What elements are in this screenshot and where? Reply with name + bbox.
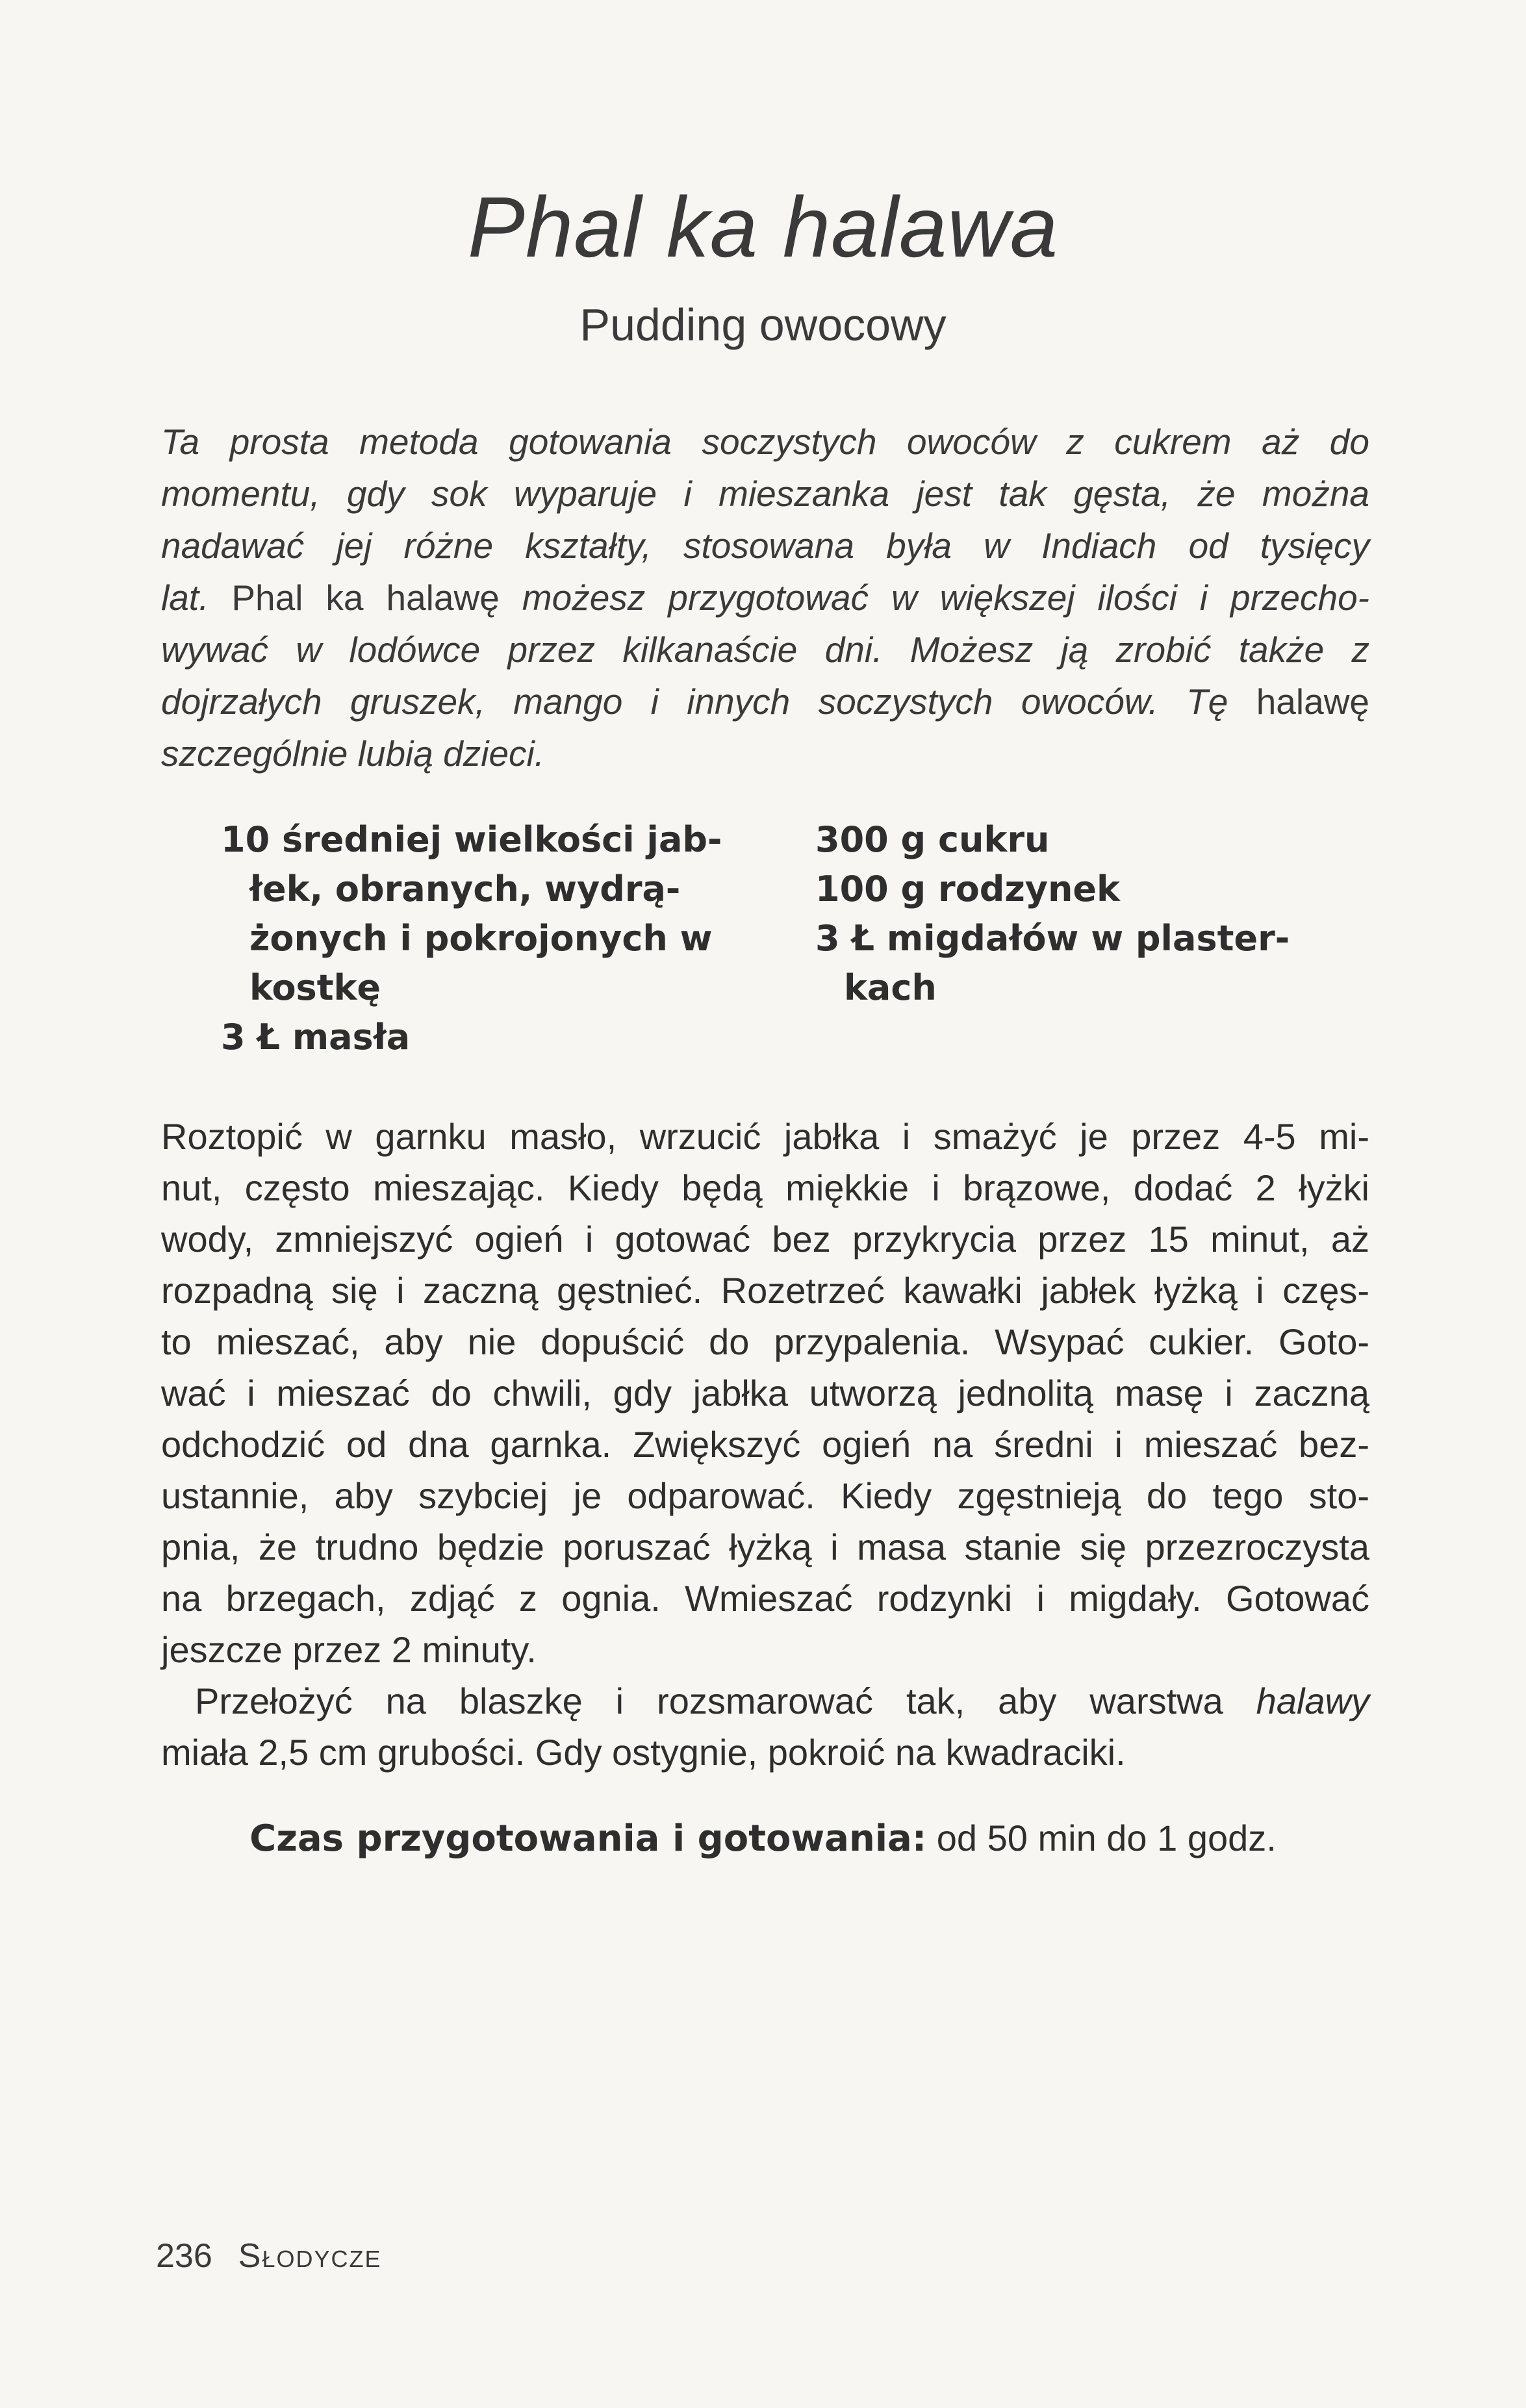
- intro-line: [161, 468, 1369, 520]
- ingredient-line: 3 Ł masła: [221, 1017, 411, 1058]
- method-line-segment: pnia, że trudno będzie poruszać łyżką i masa stanie się przezroczysta: [161, 1527, 1369, 1567]
- ingredient-line: łek, obranych, wydrą-: [249, 868, 681, 909]
- method-line: [161, 1624, 1369, 1675]
- ingredient-item: [815, 815, 1309, 865]
- intro-paragraph: [161, 416, 1369, 779]
- method-line: [161, 1213, 1369, 1265]
- method-line-segment: na brzegach, zdjąć z ognia. Wmieszać rodzynki i migdały. Gotować: [161, 1578, 1369, 1619]
- ingredient-item: [815, 914, 1309, 1013]
- method-line-segment: halawy: [1256, 1680, 1369, 1721]
- page-footer: [156, 2233, 381, 2279]
- method-line-segment: nut, często mieszając. Kiedy będą miękkie i brązowe, dodać 2 łyżki: [161, 1167, 1369, 1208]
- method-line: [161, 1727, 1369, 1778]
- ingredient-line: 10 średniej wielkości jab-: [221, 819, 722, 860]
- intro-line: [161, 676, 1369, 728]
- method-line-segment: odchodzić od dna garnka. Zwiększyć ogień na średni i mieszać bez-: [161, 1424, 1369, 1465]
- intro-line: [161, 520, 1369, 572]
- intro-line-segment: możesz przygotować w większej ilości i przecho-: [522, 577, 1369, 618]
- ingredient-line: kach: [844, 967, 937, 1008]
- intro-line-segment: wywać w lodówce przez kilkanaście dni. Możesz ją zrobić także z: [161, 629, 1369, 670]
- method-line: [161, 1367, 1369, 1419]
- method-line: [161, 1470, 1369, 1521]
- recipe-subtitle: Pudding owocowy: [579, 299, 947, 350]
- intro-line-segment: halawę: [1256, 681, 1369, 722]
- intro-line: [161, 624, 1369, 676]
- ingredient-item: [221, 815, 767, 1013]
- intro-line: [161, 416, 1369, 468]
- method-line-segment: rozpadną się i zaczną gęstnieć. Rozetrzeć kawałki jabłek łyżką i częs-: [161, 1270, 1369, 1311]
- recipe-title: Phal ka halawa: [467, 179, 1059, 275]
- intro-line-segment: szczególnie lubią dzieci.: [161, 733, 545, 774]
- section-name: Słodycze: [238, 2237, 382, 2275]
- ingredient-item: [221, 1013, 767, 1062]
- intro-line-segment: Phal ka halawę: [231, 577, 522, 618]
- ingredient-item: [815, 865, 1309, 914]
- ingredient-line: żonych i pokrojonych w: [249, 918, 713, 959]
- method-line: [161, 1316, 1369, 1367]
- ingredients-left-column: [221, 815, 767, 1062]
- method-line-segment: miała 2,5 cm grubości. Gdy ostygnie, pokroić na kwadraciki.: [161, 1732, 1126, 1773]
- ingredient-line: 3 Ł migdałów w plaster-: [815, 918, 1290, 959]
- intro-line: [161, 728, 1369, 779]
- intro-line-segment: lat.: [161, 577, 232, 618]
- method-line-segment: wody, zmniejszyć ogień i gotować bez przykrycia przez 15 minut, aż: [161, 1219, 1369, 1260]
- intro-line-segment: nadawać jej różne kształty, stosowana była w Indiach od tysięcy: [161, 526, 1369, 566]
- ingredient-line: kostkę: [249, 967, 381, 1008]
- method-line: [161, 1419, 1369, 1470]
- method-line-segment: to mieszać, aby nie dopuścić do przypalenia. Wsypać cukier. Goto-: [161, 1321, 1369, 1362]
- ingredient-line: 100 g rodzynek: [815, 868, 1120, 909]
- method-line: [161, 1521, 1369, 1573]
- method-line: [161, 1573, 1369, 1624]
- intro-line: [161, 572, 1369, 624]
- method-line-segment: Przełożyć na blaszkę i rozsmarować tak, aby warstwa: [195, 1680, 1256, 1721]
- ingredients-right-column: [815, 815, 1309, 1013]
- intro-line-segment: Ta prosta metoda gotowania soczystych owoców z cukrem aż do: [161, 422, 1369, 462]
- method-line-segment: jeszcze przez 2 minuty.: [161, 1629, 537, 1670]
- method-text: [161, 1111, 1369, 1778]
- ingredient-line: 300 g cukru: [815, 819, 1050, 860]
- preparation-time-label: Czas przygotowania i gotowania:: [249, 1818, 927, 1860]
- method-line-segment: wać i mieszać do chwili, gdy jabłka utworzą jednolitą masę i zaczną: [161, 1373, 1369, 1413]
- method-line-segment: ustannie, aby szybciej je odparować. Kiedy zgęstnieją do tego sto-: [161, 1475, 1369, 1516]
- preparation-time: [0, 1812, 1526, 1865]
- intro-line-segment: momentu, gdy sok wyparuje i mieszanka jest tak gęsta, że można: [161, 474, 1369, 514]
- intro-line-segment: dojrzałych gruszek, mango i innych soczystych owoców. Tę: [161, 681, 1256, 722]
- page-number: 236: [156, 2237, 212, 2275]
- preparation-time-value: od 50 min do 1 godz.: [926, 1818, 1277, 1858]
- method-line: [161, 1675, 1369, 1727]
- method-line-segment: Roztopić w garnku masło, wrzucić jabłka i smażyć je przez 4-5 mi-: [161, 1116, 1369, 1157]
- method-line: [161, 1162, 1369, 1213]
- method-line: [161, 1265, 1369, 1316]
- method-line: [161, 1111, 1369, 1162]
